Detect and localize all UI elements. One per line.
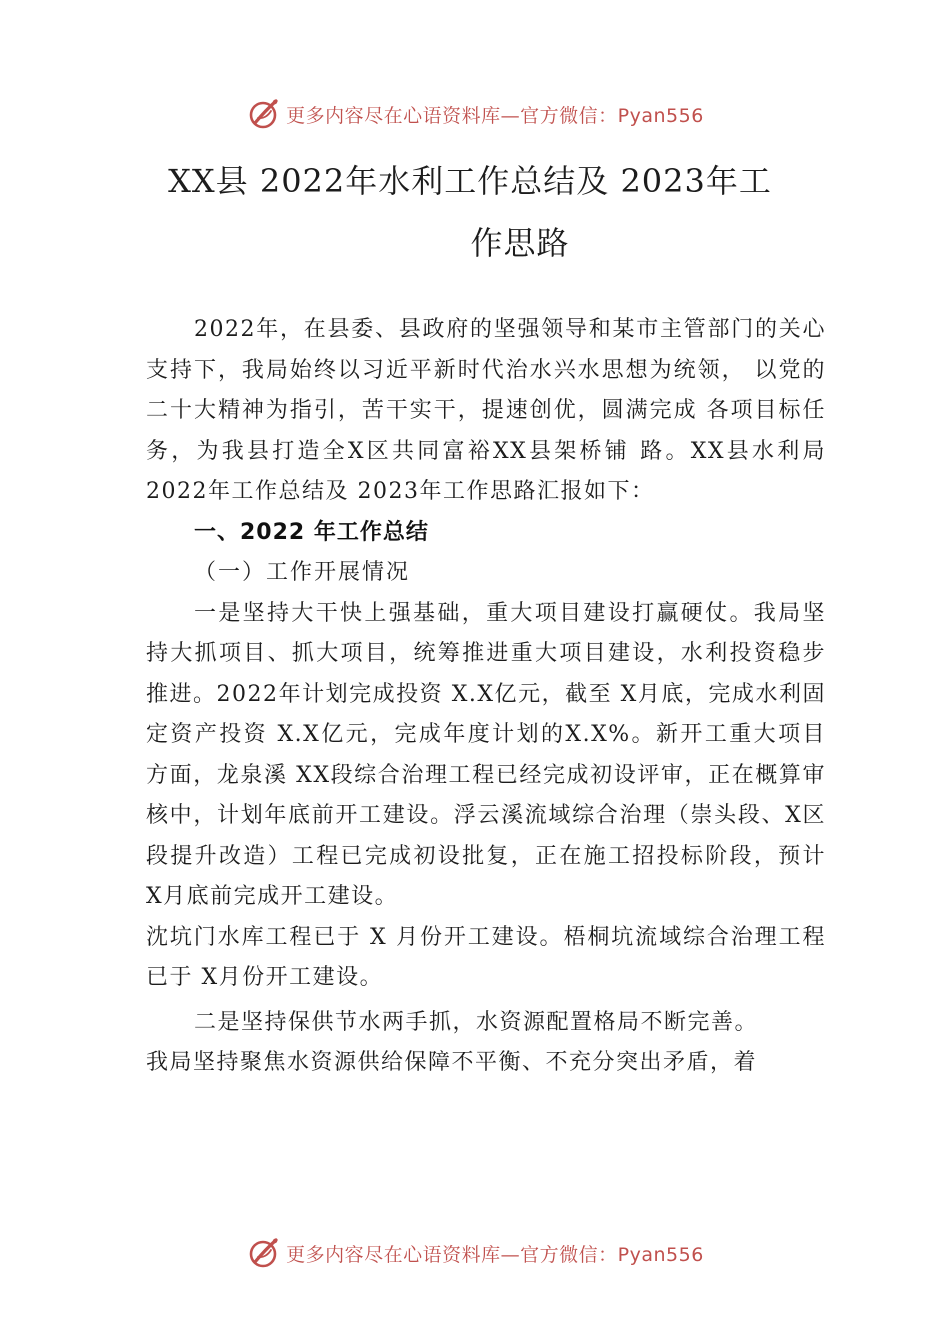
watermark-text xyxy=(286,101,704,128)
document-body xyxy=(146,310,826,1084)
brush-pen-logo-icon xyxy=(246,1235,282,1271)
watermark-wechat-text: 官方微信：Pyan556 xyxy=(520,104,704,127)
watermark-site-text: 更多内容尽在心语资料库— xyxy=(286,104,521,127)
paragraph-4: 我局坚持聚焦水资源供给保障不平衡、不充分突出矛盾，着 xyxy=(146,1050,758,1075)
title-line-2: 作思路 xyxy=(470,224,570,262)
document-title xyxy=(120,150,820,274)
paragraph-1: 一是坚持大干快上强基础，重大项目建设打赢硬仗。我局坚持大抓项目、抓大项目，统筹推进重大项目建设，水利投资稳步推进。2022年计划完成投资 X.X亿元，截至 X月底，完成水利固定资产投资 X.X亿元，完成年度计划的X.X%。新开工重大项目方面，龙泉溪 XX段综合治理工程已经完成初设评审，正在概算审核中，计划年底前开工建设。浮云溪流域综合治理（崇头段、X区段提升改造）工程已完成初设批复，正在施工招投标阶段，预计 X月底前完成开工建设。 xyxy=(146,600,826,909)
watermark-site-text: 更多内容尽在心语资料库— xyxy=(286,1243,521,1266)
intro-paragraph: 2022年，在县委、县政府的坚强领导和某市主管部门的关心支持下，我局始终以习近平新时代治水兴水思想为统领， 以党的二十大精神为指引，苦干实干，提速创优，圆满完成 各项目标任务，为我县打造全X区共同富裕XX县架桥铺 路。XX县水利局 2022年工作总结及 2023年工作思路汇报如下： xyxy=(146,317,826,504)
subsection-heading: （一）工作开展情况 xyxy=(194,560,411,585)
brush-pen-logo-icon xyxy=(246,96,282,132)
watermark-banner-top xyxy=(0,94,950,134)
watermark-banner-bottom xyxy=(0,1233,950,1273)
paragraph-3: 二是坚持保供节水两手抓，水资源配置格局不断完善。 xyxy=(194,1009,759,1035)
watermark-text xyxy=(286,1240,704,1267)
section-heading: 一、2022 年工作总结 xyxy=(194,519,429,545)
paragraph-2: 沈坑门水库工程已于 X 月份开工建设。梧桐坑流域综合治理工程已于 X月份开工建设。 xyxy=(146,924,826,990)
watermark-wechat-text: 官方微信：Pyan556 xyxy=(520,1243,704,1266)
title-line-1: XX县 2022年水利工作总结及 2023年工 xyxy=(168,162,772,200)
